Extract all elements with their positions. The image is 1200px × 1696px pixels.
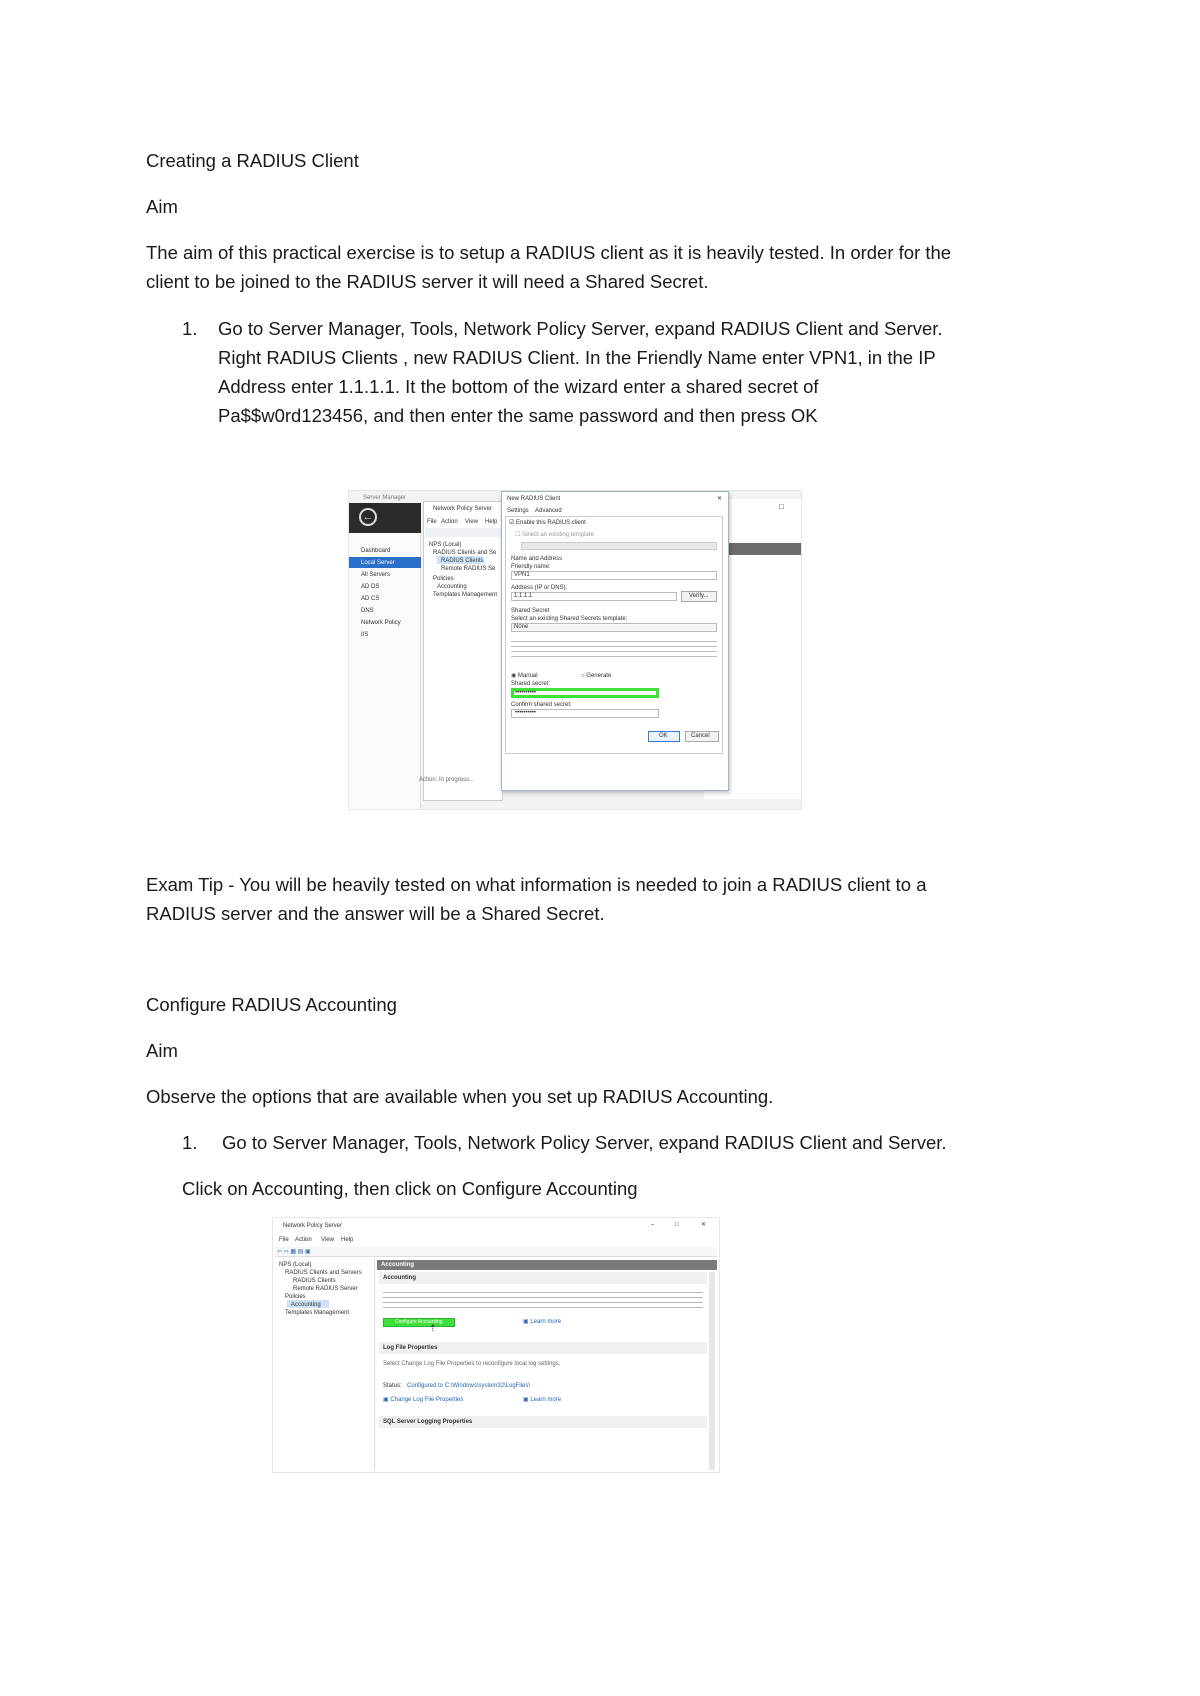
intro-line: client to be joined to the RADIUS server it will need a Shared Secret.: [146, 271, 709, 292]
address-value: 1.1.1.1: [514, 593, 533, 599]
menu-action[interactable]: Action: [295, 1237, 312, 1243]
nps-menu-file[interactable]: File: [427, 519, 437, 525]
template-checkbox[interactable]: ☐ Select an existing template:: [515, 532, 596, 538]
sidebar-item-ad-cs[interactable]: AD CS: [361, 596, 380, 602]
accounting-panel-title: Accounting: [381, 1262, 414, 1268]
friendly-name-value: VPN1: [514, 572, 530, 578]
log-heading: Log File Properties: [383, 1345, 438, 1351]
generate-label: Generate: [586, 673, 612, 679]
friendly-name-label: Friendly name:: [511, 564, 551, 570]
secret-label: Shared secret:: [511, 681, 551, 687]
sidebar-item-ad-ds[interactable]: AD DS: [361, 584, 380, 590]
tree-item[interactable]: Policies: [285, 1294, 306, 1300]
address-input[interactable]: [511, 592, 677, 601]
menu-view[interactable]: View: [321, 1237, 334, 1243]
ok-button-label: OK: [659, 733, 668, 739]
accounting-panel-header: [377, 1260, 717, 1270]
shared-secret-label: Shared Secret: [511, 608, 550, 614]
sidebar-item-network-policy[interactable]: Network Policy: [361, 620, 401, 626]
nps-menu-action[interactable]: Action: [441, 519, 458, 525]
learn-more-link-2[interactable]: ▣ Learn more: [523, 1397, 562, 1403]
learn-more-label-2: Learn more: [530, 1397, 562, 1403]
exam-tip-line: Exam Tip - You will be heavily tested on what information is needed to join a RADIUS client to a: [146, 874, 927, 895]
address-label: Address (IP or DNS):: [511, 585, 568, 591]
sidebar-item-dashboard[interactable]: Dashboard: [361, 548, 391, 554]
tree-item[interactable]: RADIUS Clients: [293, 1278, 336, 1284]
change-log-link[interactable]: ▣ Change Log File Properties: [383, 1397, 464, 1403]
enable-checkbox[interactable]: ☑ Enable this RADIUS client: [509, 520, 586, 526]
step-number: 1.: [182, 1132, 198, 1153]
nps-tree-item[interactable]: Policies: [433, 576, 454, 582]
step-line: Right RADIUS Clients , new RADIUS Client. In the Friendly Name enter VPN1, in the IP: [218, 347, 936, 368]
template-label: Select an existing template:: [522, 532, 596, 538]
generate-radio[interactable]: ○ Generate: [581, 673, 612, 679]
server-manager-title: Server Manager: [363, 495, 407, 501]
nps-tree-item[interactable]: Remote RADIUS Se: [441, 566, 496, 572]
status-label: Status:: [383, 1383, 402, 1389]
shared-secret-template-label: Select an existing Shared Secrets template:: [511, 616, 628, 622]
template-select[interactable]: [521, 542, 717, 550]
step-line: Address enter 1.1.1.1. It the bottom of the wizard enter a shared secret of: [218, 376, 819, 397]
configure-accounting-label: Configure Accounting: [395, 1319, 443, 1325]
sidebar-item-iis[interactable]: IIS: [361, 632, 369, 638]
learn-more-label: Learn more: [530, 1319, 562, 1325]
section2-intro: Observe the options that are available when you set up RADIUS Accounting.: [146, 1086, 774, 1107]
dialog-close-icon[interactable]: ✕: [717, 496, 723, 502]
minimize-icon[interactable]: –: [651, 1222, 655, 1228]
toolbar-icons[interactable]: ⇦ ⇨ ▦ ▤ ▣: [277, 1249, 311, 1255]
aim-heading: Aim: [146, 1040, 178, 1061]
back-icon[interactable]: ←: [359, 508, 377, 526]
section-title-radius-accounting: Configure RADIUS Accounting: [146, 994, 397, 1015]
maximize-icon[interactable]: □: [779, 503, 784, 511]
step-paragraph: [218, 314, 1058, 430]
name-address-label: Name and Address: [511, 556, 563, 562]
nps-window-title: Network Policy Server: [433, 506, 493, 512]
step-line: Pa$$w0rd123456, and then enter the same password and then press OK: [218, 405, 818, 426]
nps-window-title: Network Policy Server: [283, 1223, 343, 1229]
intro-paragraph: [146, 238, 1046, 296]
manual-radio[interactable]: ◉ Manual: [511, 673, 538, 679]
secret-value: ••••••••••: [515, 690, 537, 696]
tree-item[interactable]: Remote RADIUS Server: [293, 1286, 358, 1292]
scrollbar[interactable]: [709, 1272, 715, 1470]
dialog-title: New RADIUS Client: [507, 496, 561, 502]
nps-tree-item[interactable]: Templates Management: [433, 592, 498, 598]
accounting-heading: Accounting: [383, 1275, 416, 1281]
nps-tree-item[interactable]: Accounting: [437, 584, 467, 590]
shared-secret-template-select[interactable]: [511, 623, 717, 632]
exam-tip-line: RADIUS server and the answer will be a Shared Secret.: [146, 903, 605, 924]
accounting-description: [383, 1290, 703, 1308]
tree-item[interactable]: RADIUS Clients and Servers: [285, 1270, 362, 1276]
confirm-value: ••••••••••: [515, 710, 537, 716]
step-number: 1.: [182, 318, 198, 339]
nps-toolbar: [425, 528, 501, 537]
log-description: Select Change Log File Properties to reconfigure local log settings.: [383, 1361, 561, 1367]
maximize-icon[interactable]: □: [675, 1222, 679, 1228]
aim-heading: Aim: [146, 196, 178, 217]
nps-tree-item[interactable]: RADIUS Clients and Se: [433, 550, 497, 556]
step-line: Go to Server Manager, Tools, Network Policy Server, expand RADIUS Client and Server.: [218, 318, 943, 339]
section2-step: Go to Server Manager, Tools, Network Policy Server, expand RADIUS Client and Server.: [222, 1132, 947, 1153]
screenshot-new-radius-client: [348, 490, 802, 810]
cursor-icon: ⇡: [429, 1324, 437, 1332]
sidebar-item-local-server[interactable]: Local Server: [361, 560, 395, 566]
section2-click-instruction: Click on Accounting, then click on Configure Accounting: [182, 1178, 638, 1199]
exam-tip: [146, 870, 1046, 928]
screenshot-accounting: [272, 1217, 720, 1473]
confirm-label: Confirm shared secret:: [511, 702, 572, 708]
explanation-text: [511, 639, 717, 661]
intro-line: The aim of this practical exercise is to setup a RADIUS client as it is heavily tested. In order for the: [146, 242, 952, 263]
friendly-name-input[interactable]: [511, 571, 717, 580]
close-icon[interactable]: ✕: [701, 1222, 707, 1228]
nps-menu-help[interactable]: Help: [485, 519, 498, 525]
nps-menu-view[interactable]: View: [465, 519, 478, 525]
enable-label: Enable this RADIUS client: [516, 520, 586, 526]
shared-secret-template-value: None: [514, 624, 529, 630]
cancel-button-label: Cancel: [691, 733, 710, 739]
status-value[interactable]: Configured to C:\Windows\system32\LogFiles\: [407, 1383, 531, 1389]
accounting-section-header: [379, 1272, 707, 1284]
status-text: Action: In progress...: [419, 777, 475, 783]
sql-heading: SQL Server Logging Properties: [383, 1419, 473, 1425]
section-title-radius-client: Creating a RADIUS Client: [146, 150, 359, 171]
menu-help[interactable]: Help: [341, 1237, 354, 1243]
menu-file[interactable]: File: [279, 1237, 289, 1243]
learn-more-link[interactable]: ▣ Learn more: [523, 1319, 562, 1325]
sidebar-item-dns[interactable]: DNS: [361, 608, 374, 614]
verify-button-label: Verify...: [689, 593, 709, 599]
tab-settings[interactable]: Settings: [507, 508, 529, 514]
tree-item[interactable]: NPS (Local): [279, 1262, 312, 1268]
manual-label: Manual: [517, 673, 538, 679]
sidebar-item-all-servers[interactable]: All Servers: [361, 572, 391, 578]
nps-tree-item[interactable]: RADIUS Clients: [441, 558, 484, 564]
tab-advanced[interactable]: Advanced: [535, 508, 562, 514]
tree-item[interactable]: Templates Management: [285, 1310, 350, 1316]
nps-tree-item[interactable]: NPS (Local): [429, 542, 462, 548]
toolbar: [275, 1247, 717, 1257]
dialog-content-frame: [505, 516, 723, 754]
change-log-label: Change Log File Properties: [390, 1397, 464, 1403]
tree-item-accounting[interactable]: Accounting: [291, 1302, 321, 1308]
